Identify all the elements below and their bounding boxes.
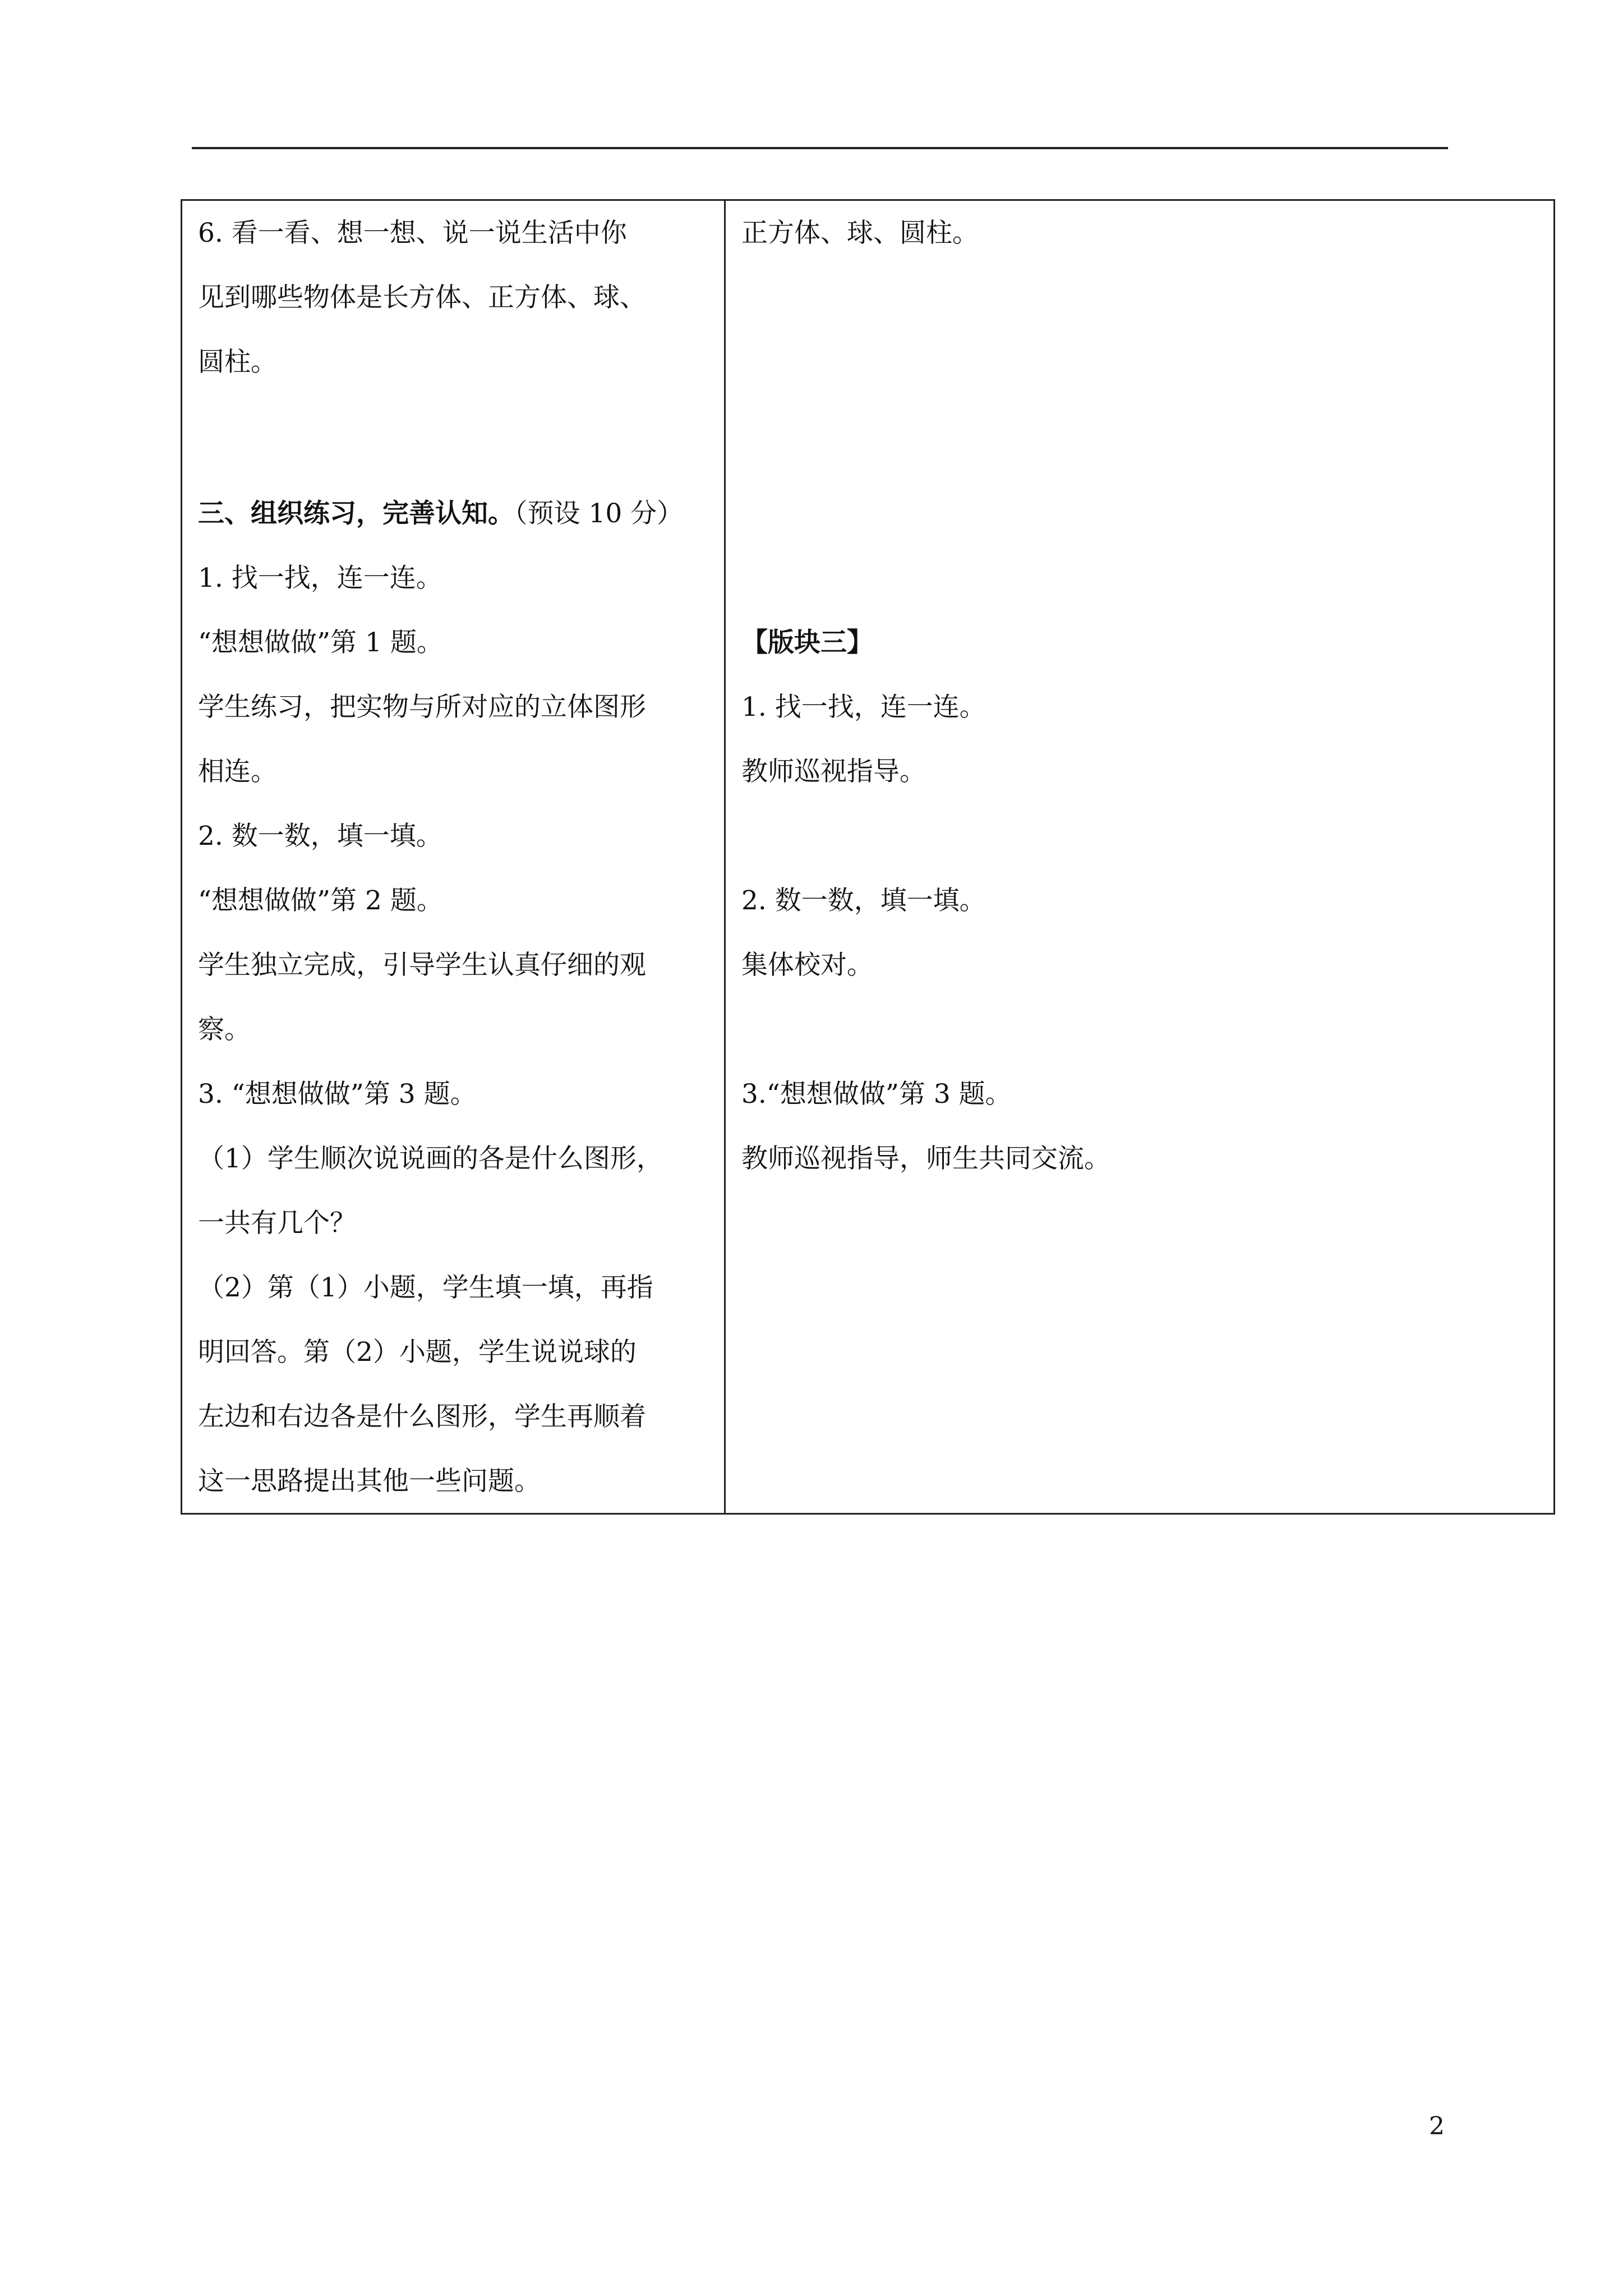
student-activity-cell xyxy=(182,200,725,1514)
left-line: 6. 看一看、想一想、说一说生活中你 xyxy=(198,218,627,249)
teacher-guidance-cell xyxy=(725,200,1555,1514)
right-line: 1. 找一找，连一连。 xyxy=(741,692,986,723)
left-line: “想想做做”第 1 题。 xyxy=(198,627,443,658)
table-row xyxy=(182,200,1555,1514)
left-line: 左边和右边各是什么图形，学生再顺着 xyxy=(198,1401,646,1432)
header-rule xyxy=(192,147,1448,149)
section-label: 【版块三】 xyxy=(741,627,873,658)
left-line: 2. 数一数，填一填。 xyxy=(198,821,442,852)
left-line: 相连。 xyxy=(198,756,277,787)
left-line: 这一思路提出其他一些问题。 xyxy=(198,1466,541,1497)
section-time: （预设 10 分） xyxy=(514,498,684,529)
lesson-plan-table xyxy=(181,199,1555,1515)
right-line: 正方体、球、圆柱。 xyxy=(741,218,979,249)
left-line: 学生独立完成，引导学生认真仔细的观 xyxy=(198,950,646,981)
left-line: 圆柱。 xyxy=(198,347,277,378)
right-line: 3.“想想做做”第 3 题。 xyxy=(741,1079,1012,1110)
left-line: 3. “想想做做”第 3 题。 xyxy=(198,1079,477,1110)
left-line: “想想做做”第 2 题。 xyxy=(198,885,443,916)
left-line: 一共有几个？ xyxy=(198,1208,356,1239)
right-line: 集体校对。 xyxy=(741,950,873,981)
left-line: 见到哪些物体是长方体、正方体、球、 xyxy=(198,282,646,313)
page-number: 2 xyxy=(1429,2112,1445,2141)
left-line: 察。 xyxy=(198,1014,251,1045)
section-title: 三、组织练习，完善认知。 xyxy=(198,498,514,529)
left-line: 1. 找一找，连一连。 xyxy=(198,563,442,593)
right-line: 教师巡视指导。 xyxy=(741,756,926,787)
left-line: （2）第（1）小题，学生填一填，再指 xyxy=(198,1272,653,1303)
right-line: 教师巡视指导，师生共同交流。 xyxy=(741,1143,1110,1174)
section-heading xyxy=(198,497,683,531)
left-line: （1）学生顺次说说画的各是什么图形， xyxy=(198,1143,663,1174)
left-line: 明回答。第（2）小题，学生说说球的 xyxy=(198,1337,637,1368)
right-line: 2. 数一数，填一填。 xyxy=(741,885,986,916)
left-line: 学生练习，把实物与所对应的立体图形 xyxy=(198,692,646,723)
